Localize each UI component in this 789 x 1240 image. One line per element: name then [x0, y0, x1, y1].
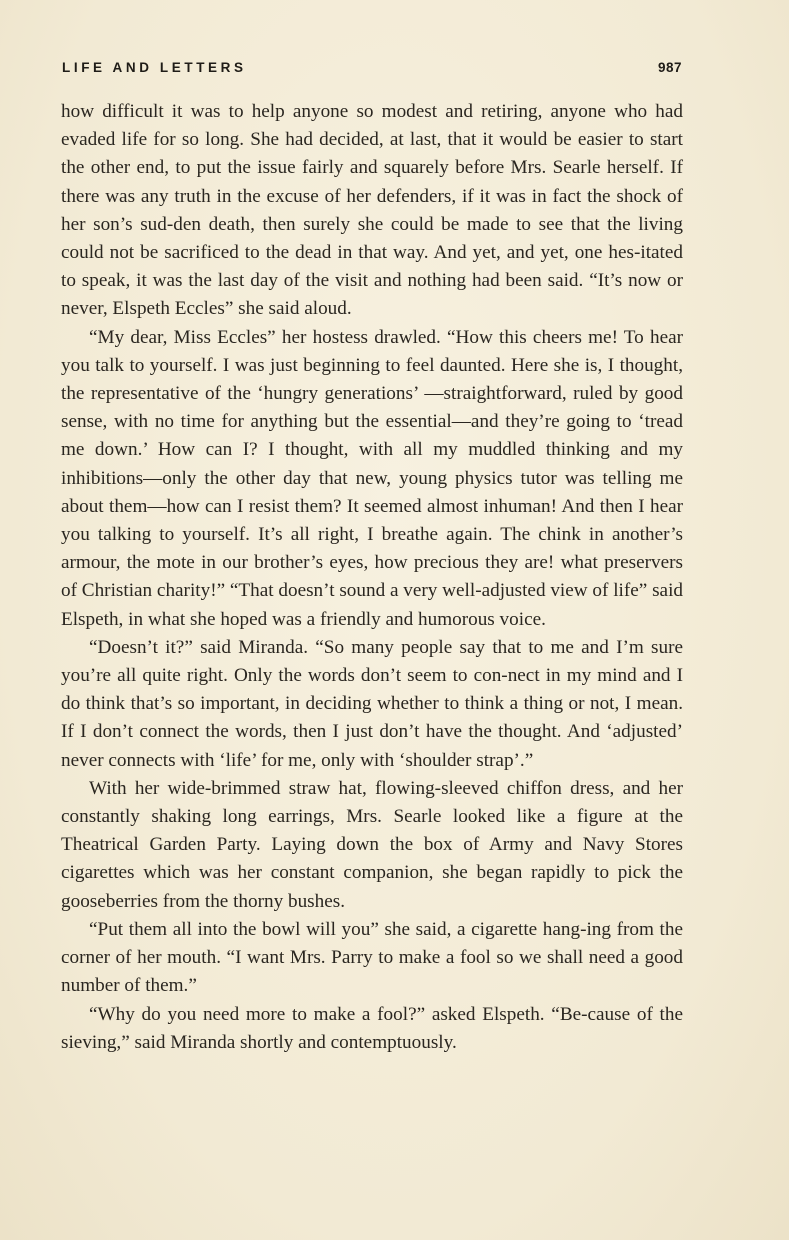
paragraph: “Put them all into the bowl will you” she said, a cigarette hang-ing from the corner of her mouth. “I want Mrs. Parry to make a fool so we shall need a good number of them.”: [61, 918, 683, 997]
paragraph: With her wide-brimmed straw hat, flowing-sleeved chiffon dress, and her constantly shaking long earrings, Mrs. Searle looked like a figure at the Theatrical Garden Party. Laying down the box of Army and Navy Stores cigarettes which was her constant companion, she began rapidly to pick the gooseberries from the thorny bushes.: [61, 777, 683, 912]
paragraph: “My dear, Miss Eccles” her hostess drawled. “How this cheers me! To hear you talk to yourself. I was just beginning to feel daunted. Here she is, I thought, the representative of the ‘hungry generations’ —straightforward, ruled by good sense, with no time for anything but the essential—and they’re going to ‘tread me down.’ How can I? I thought, with all my muddled thinking and my inhibitions—only the other day that new, young physics tutor was telling me about them—how can I resist them? It seemed almost inhuman! And then I hear you talking to yourself. It’s all right, I breathe again. The chink in another’s armour, the mote in our brother’s eyes, how precious they are! what preservers of Christian charity!” “That doesn’t sound a very well-adjusted view of life” said Elspeth, in what she hoped was a friendly and humorous voice.: [61, 326, 683, 630]
paragraph: “Why do you need more to make a fool?” asked Elspeth. “Be-cause of the sieving,” said Miranda shortly and contemptuously.: [61, 1003, 683, 1053]
page-number: 987: [657, 60, 682, 75]
paragraph: “Doesn’t it?” said Miranda. “So many people say that to me and I’m sure you’re all quite right. Only the words don’t seem to con-nect in my mind and I do think that’s so important, in deciding whether to think a thing or not, I mean. If I don’t connect the words, then I just don’t have the thought. And ‘adjusted’ never connects with ‘life’ for me, only with ‘shoulder strap’.”: [61, 636, 683, 771]
paragraph: how difficult it was to help anyone so modest and retiring, anyone who had evaded life for so long. She had decided, at last, that it would be easier to start the other end, to put the issue fairly and squarely before Mrs. Searle herself. If there was any truth in the excuse of her defenders, if it was in fact the shock of her son’s sud-den death, then surely she could be made to see that the living could not be sacrificed to the dead in that way. And yet, and yet, one hes-itated to speak, it was the last day of the visit and nothing had been said. “It’s now or never, Elspeth Eccles” she said aloud.: [61, 101, 683, 320]
body-text: [61, 98, 683, 1057]
running-head: LIFE AND LETTERS: [62, 60, 247, 75]
page-header: [62, 60, 682, 82]
